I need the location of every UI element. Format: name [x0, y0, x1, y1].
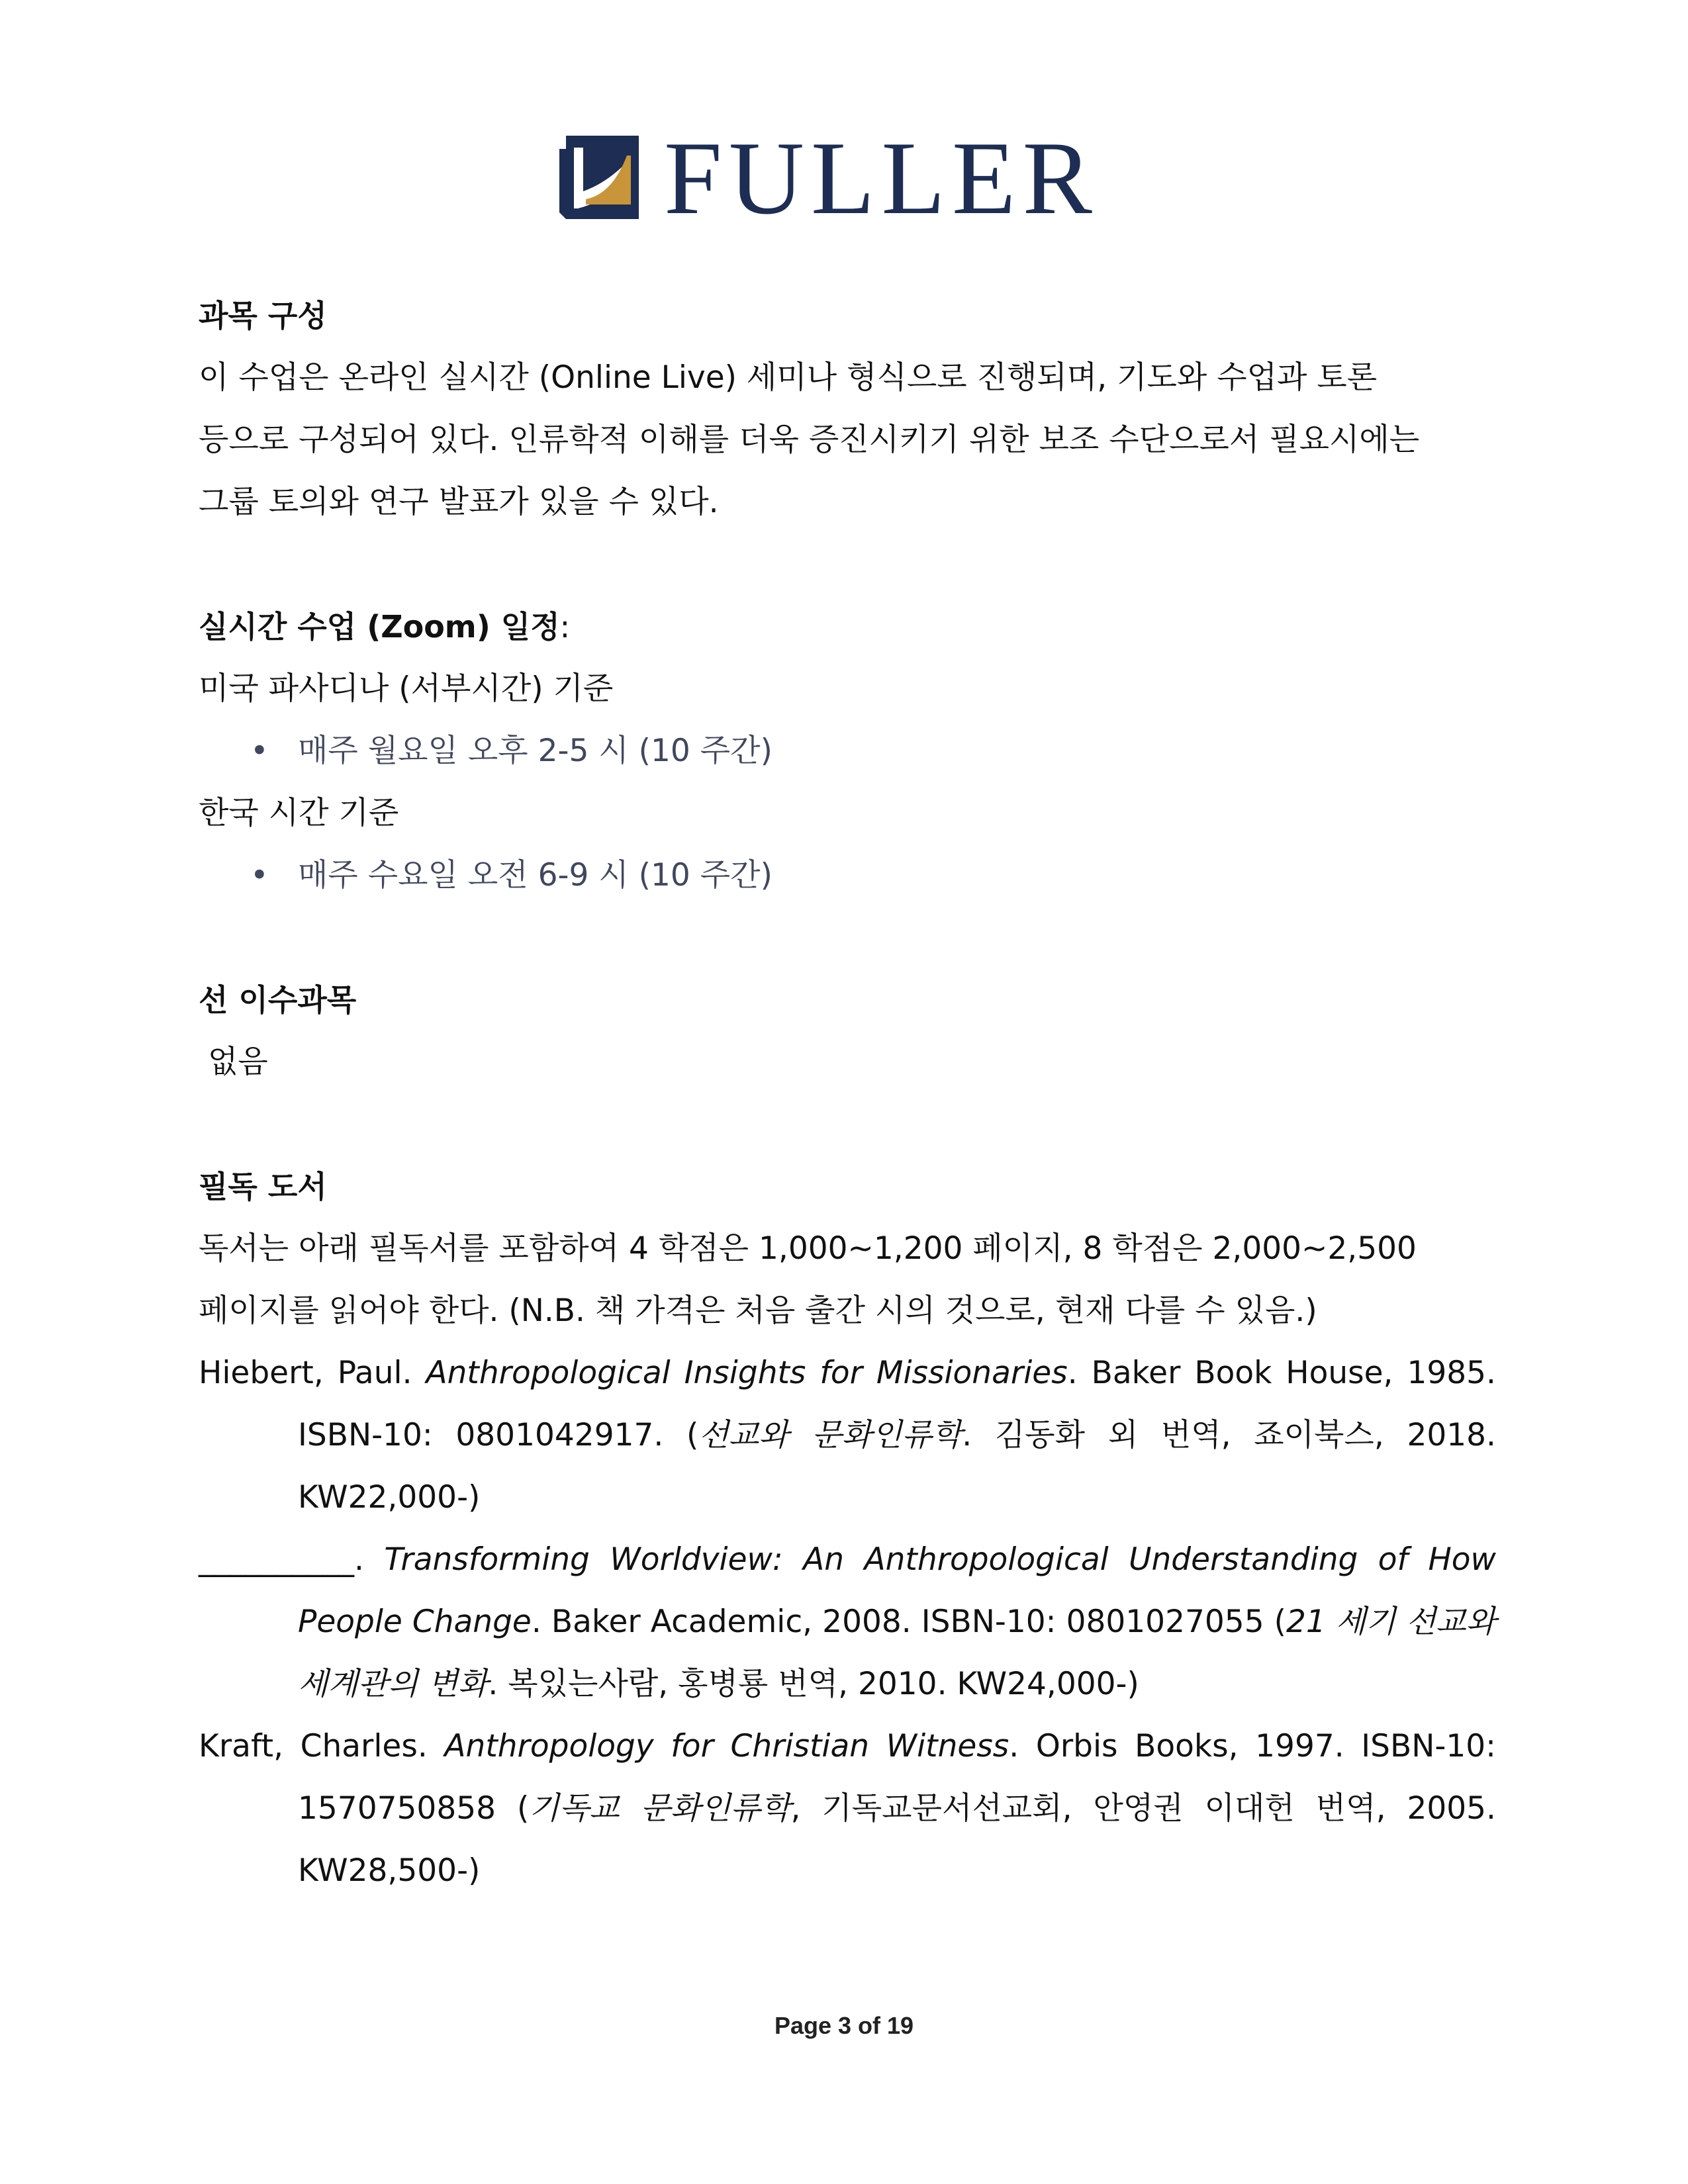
kr-schedule-item — [199, 844, 1496, 907]
ref-title: Anthropological Insights for Missionaries — [426, 1355, 1068, 1391]
us-time-label: 미국 파사디나 (서부시간) 기준 — [199, 670, 614, 707]
fuller-book-icon — [559, 136, 645, 219]
us-schedule-item — [199, 720, 1496, 782]
fuller-logo — [559, 120, 1129, 236]
reference-entry — [199, 1342, 1496, 1529]
bullet-icon: • — [250, 733, 269, 769]
ref-kr-title: 21 세기 선교와 세계관의 변화 — [298, 1604, 1496, 1702]
course-structure-heading: 과목 구성 — [199, 298, 327, 334]
ref-author: Hiebert, Paul. — [199, 1355, 426, 1391]
reference-entry — [199, 1529, 1496, 1715]
logo-wordmark: FULLER — [664, 120, 1099, 236]
reading-line-1: 독서는 아래 필독서를 포함하여 4 학점은 1,000~1,200 페이지, 8 학점은 2,000~2,500 — [199, 1230, 1417, 1267]
ref-title: Transforming Worldview: An Anthropological Understanding of How People Change — [298, 1541, 1496, 1640]
kr-schedule-text: 매주 수요일 오전 6-9 시 (10 주간) — [298, 857, 773, 893]
course-structure-line-2: 등으로 구성되어 있다. 인류학적 이해를 더욱 증진시키기 위한 보조 수단으로서 필요시에는 — [199, 422, 1420, 458]
prerequisites-heading: 선 이수과목 — [199, 982, 357, 1018]
bullet-icon: • — [250, 857, 269, 893]
ref-details: . Baker Academic, 2008. ISBN-10: 0801027055 ( — [531, 1604, 1287, 1640]
us-schedule-text: 매주 월요일 오후 2-5 시 (10 주간) — [298, 733, 773, 769]
course-structure-line-1: 이 수업은 온라인 실시간 (Online Live) 세미나 형식으로 진행되며, 기도와 수업과 토론 — [199, 359, 1378, 396]
reference-entry — [199, 1715, 1496, 1902]
ref-kr-details: . 김동화 외 번역, 죠이북스, 2018. KW22,000-) — [298, 1417, 1497, 1516]
ref-title: Anthropology for Christian Witness — [444, 1728, 1009, 1764]
ref-details: . Baker Book House, 1985. ISBN-10: 0801042917. ( — [298, 1355, 1496, 1453]
ref-kr-title: 기독교 문화인류학 — [529, 1790, 791, 1827]
page-content — [199, 285, 1496, 1902]
page-number: Page 3 of 19 — [774, 2012, 914, 2039]
schedule-heading-text: 실시간 수업 (Zoom) 일정 — [199, 609, 560, 645]
ref-author: Kraft, Charles. — [199, 1728, 445, 1764]
schedule-heading — [199, 596, 1496, 658]
ref-details: . Orbis Books, 1997. ISBN-10: 1570750858 ( — [298, 1728, 1497, 1827]
reading-heading: 필독 도서 — [199, 1169, 327, 1205]
kr-time-label: 한국 시간 기준 — [199, 795, 399, 831]
ref-kr-details: . 복있는사람, 홍병룡 번역, 2010. KW24,000-) — [488, 1666, 1139, 1702]
ref-kr-title: 선교와 문화인류학 — [698, 1417, 962, 1453]
course-structure-line-3: 그룹 토의와 연구 발표가 있을 수 있다. — [199, 484, 719, 520]
prerequisites-text: 없음 — [208, 1044, 268, 1080]
reading-line-2: 페이지를 읽어야 한다. (N.B. 책 가격은 처음 출간 시의 것으로, 현재 다를 수 있음.) — [199, 1293, 1317, 1329]
ref-kr-details: , 기독교문서선교회, 안영권 이대헌 번역, 2005. KW28,500-) — [298, 1790, 1496, 1889]
schedule-heading-colon: : — [559, 609, 571, 645]
ref-author: __________. — [199, 1541, 385, 1578]
